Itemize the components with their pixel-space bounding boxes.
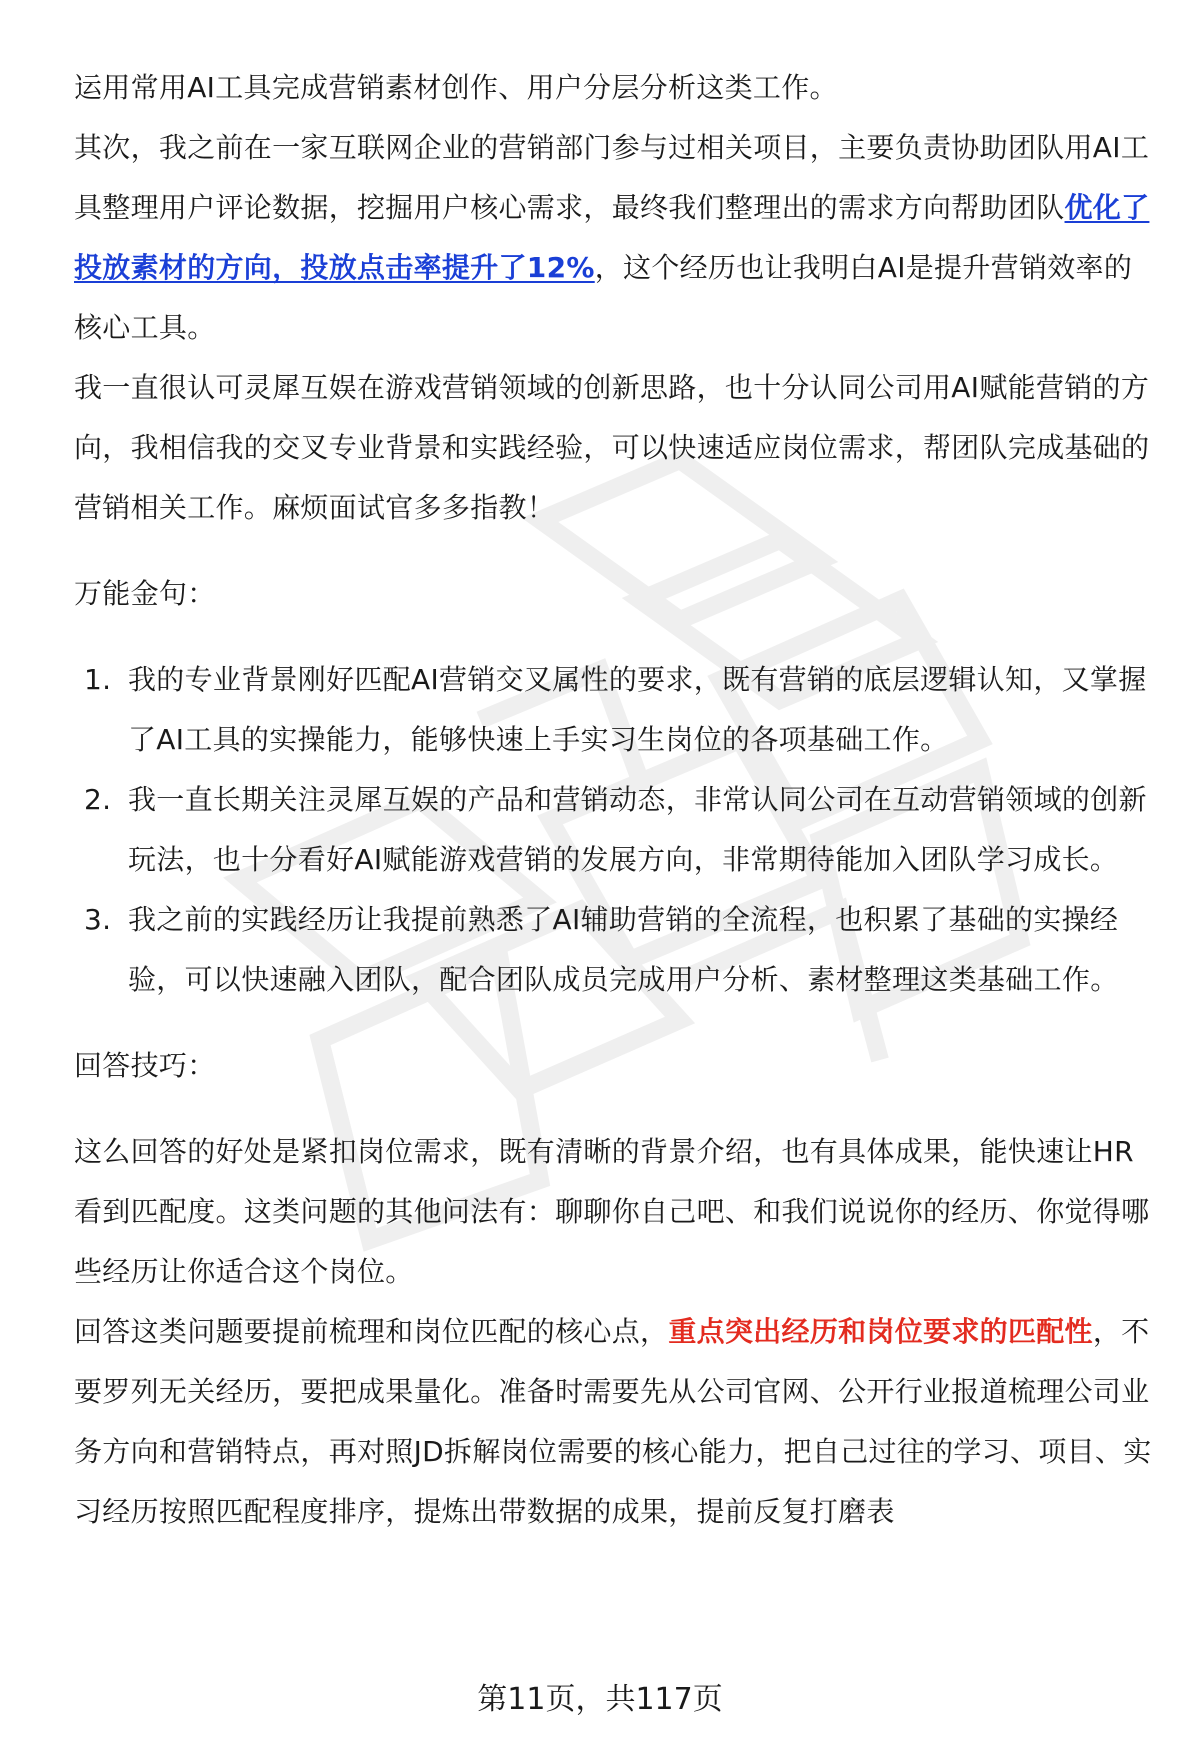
paragraph-tips-benefit: 这么回答的好处是紧扣岗位需求，既有清晰的背景介绍，也有具体成果，能快速让HR看到匹配度。这类问题的其他问法有：聊聊你自己吧、和我们说说你的经历、你觉得哪些经历让你适合这个岗位。 [74, 1135, 1150, 1288]
golden-sentences-heading: 万能金句： [74, 577, 216, 610]
document-body [74, 58, 1154, 1542]
golden-sentences-list [74, 650, 1154, 1010]
list-item-text: 我之前的实践经历让我提前熟悉了AI辅助营销的全流程，也积累了基础的实操经验，可以快速融入团队，配合团队成员完成用户分析、素材整理这类基础工作。 [128, 903, 1119, 996]
experience-text-end: ，这个经历也让我明白AI是提升营销效率的核心工具。 [74, 251, 1133, 344]
list-item-number: 1. [84, 663, 112, 696]
page-number: 第11页，共117页 [477, 1682, 723, 1717]
tips-highlight: 重点突出经历和岗位要求的匹配性 [668, 1315, 1093, 1348]
answer-tips-heading: 回答技巧： [74, 1049, 216, 1082]
list-item [74, 770, 1154, 890]
list-item [74, 650, 1154, 770]
paragraph-tips-method [74, 1302, 1154, 1542]
paragraph-experience [74, 118, 1154, 358]
tips-text-end: ，不要罗列无关经历，要把成果量化。准备时需要先从公司官网、公开行业报道梳理公司业务方向和营销特点，再对照JD拆解岗位需要的核心能力，把自己过往的学习、项目、实习经历按照匹配程度排序，提炼出带数据的成果，提前反复打磨表 [74, 1315, 1152, 1528]
list-item [74, 890, 1154, 1010]
list-item-number: 3. [84, 903, 112, 936]
experience-text-start: 其次，我之前在一家互联网企业的营销部门参与过相关项目，主要负责协助团队用AI工具整理用户评论数据，挖掘用户核心需求，最终我们整理出的需求方向帮助团队 [74, 131, 1150, 224]
experience-highlight-link[interactable]: 优化了投放素材的方向，投放点击率提升了12% [74, 191, 1150, 284]
list-item-number: 2. [84, 783, 112, 816]
list-item-text: 我一直长期关注灵犀互娱的产品和营销动态，非常认同公司在互动营销领域的创新玩法，也十分看好AI赋能游戏营销的发展方向，非常期待能加入团队学习成长。 [128, 783, 1147, 876]
list-item-text: 我的专业背景刚好匹配AI营销交叉属性的要求，既有营销的底层逻辑认知，又掌握了AI工具的实操能力，能够快速上手实习生岗位的各项基础工作。 [128, 663, 1147, 756]
paragraph-intro-tail: 运用常用AI工具完成营销素材创作、用户分层分析这类工作。 [74, 71, 838, 104]
tips-text-start: 回答这类问题要提前梳理和岗位匹配的核心点， [74, 1315, 669, 1348]
paragraph-motivation: 我一直很认可灵犀互娱在游戏营销领域的创新思路，也十分认同公司用AI赋能营销的方向，我相信我的交叉专业背景和实践经验，可以快速适应岗位需求，帮团队完成基础的营销相关工作。麻烦面试官多多指教！ [74, 371, 1150, 524]
